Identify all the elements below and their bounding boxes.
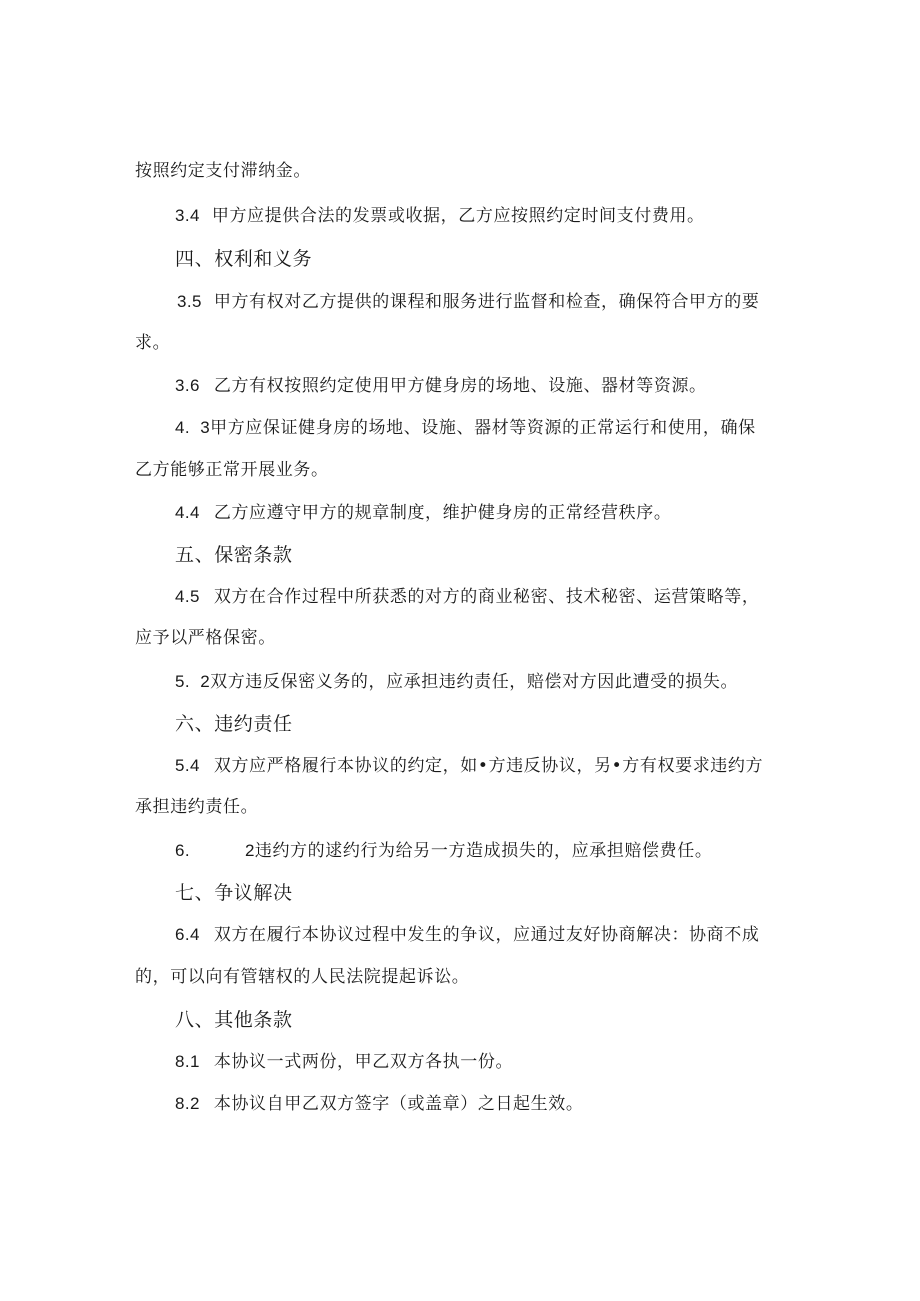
clause-6-4 bbox=[175, 923, 759, 947]
clause-text: 乙方应遵守甲方的规章制度，维护健身房的正常经营秩序。 bbox=[213, 503, 672, 523]
clause-number-suffix: 2 bbox=[244, 841, 255, 860]
section-heading-5: 五、保密条款 bbox=[175, 544, 293, 566]
clause-8-1 bbox=[175, 1050, 513, 1074]
clause-number: 4.4 bbox=[175, 503, 200, 522]
clause-5-4 bbox=[175, 754, 763, 778]
clause-number: 6. bbox=[175, 841, 190, 860]
clause-4-5 bbox=[175, 585, 759, 609]
line-text: 应予以严格保密。 bbox=[135, 628, 276, 648]
clause-3-6 bbox=[175, 374, 707, 398]
clause-text: 违约方的逑约行为给另一方造成损失的，应承担赔偿费任。 bbox=[254, 841, 713, 861]
clause-number: 4. 3 bbox=[175, 418, 211, 437]
clause-5-2 bbox=[175, 670, 738, 694]
clause-6-2 bbox=[175, 839, 712, 863]
paragraph-line bbox=[135, 458, 329, 482]
section-heading-7: 七、争议解决 bbox=[175, 882, 293, 904]
clause-text: 甲方应保证健身房的场地、设施、器材等资源的正常运行和使用，确保 bbox=[210, 418, 756, 438]
line-text: 乙方能够正常开展业务。 bbox=[135, 460, 329, 480]
clause-number: 8.1 bbox=[175, 1052, 200, 1071]
line-text: 按照约定支付滞纳金。 bbox=[135, 161, 311, 181]
clause-text: 本协议自甲乙双方签字（或盖章）之日起生效。 bbox=[213, 1094, 584, 1114]
line-text: 承担违约责任。 bbox=[135, 797, 259, 817]
clause-4-3 bbox=[175, 416, 756, 440]
clause-3-4 bbox=[175, 204, 705, 228]
clause-text: 双方在合作过程中所获悉的对方的商业秘密、技术秘密、运营策略等， bbox=[213, 587, 760, 607]
section-heading-4: 四、权利和义务 bbox=[175, 248, 313, 270]
clause-text: 双方应严格履行本协议的约定，如•方违反协议，另•方有权要求违约方 bbox=[213, 756, 764, 776]
clause-text: 双方在履行本协议过程中发生的争议，应通过友好协商解决：协商不成 bbox=[213, 925, 760, 945]
clause-number: 3.6 bbox=[175, 376, 200, 395]
clause-number: 3.5 bbox=[177, 292, 202, 311]
clause-4-4 bbox=[175, 501, 671, 525]
paragraph-line bbox=[135, 795, 258, 819]
clause-number: 6.4 bbox=[175, 925, 200, 944]
clause-text: 乙方有权按照约定使用甲方健身房的场地、设施、器材等资源。 bbox=[213, 376, 707, 396]
paragraph-line bbox=[135, 626, 276, 650]
clause-text: 甲方有权对乙方提供的课程和服务进行监督和检查，确保符合甲方的要 bbox=[213, 292, 760, 312]
line-text: 求。 bbox=[135, 333, 171, 353]
section-heading-6: 六、违约责任 bbox=[175, 713, 293, 735]
paragraph-line bbox=[135, 331, 170, 355]
paragraph-line bbox=[135, 965, 469, 989]
clause-number: 3.4 bbox=[175, 206, 200, 225]
clause-text: 甲方应提供合法的发票或收据，乙方应按照约定时间支付费用。 bbox=[211, 206, 705, 226]
clause-8-2 bbox=[175, 1092, 583, 1116]
clause-text: 本协议一式两份，甲乙双方各执一份。 bbox=[213, 1052, 514, 1072]
clause-text: 双方违反保密义务的，应承担违约责任，赔偿对方因此遭受的损失。 bbox=[210, 672, 739, 692]
clause-3-5 bbox=[177, 290, 759, 314]
clause-number: 5. 2 bbox=[175, 672, 211, 691]
section-heading-8: 八、其他条款 bbox=[175, 1009, 293, 1031]
line-text: 的，可以向有管辖权的人民法院提起诉讼。 bbox=[135, 967, 470, 987]
clause-number: 8.2 bbox=[175, 1094, 200, 1113]
paragraph-line bbox=[135, 159, 311, 183]
clause-number: 4.5 bbox=[175, 587, 200, 606]
clause-number: 5.4 bbox=[175, 756, 200, 775]
